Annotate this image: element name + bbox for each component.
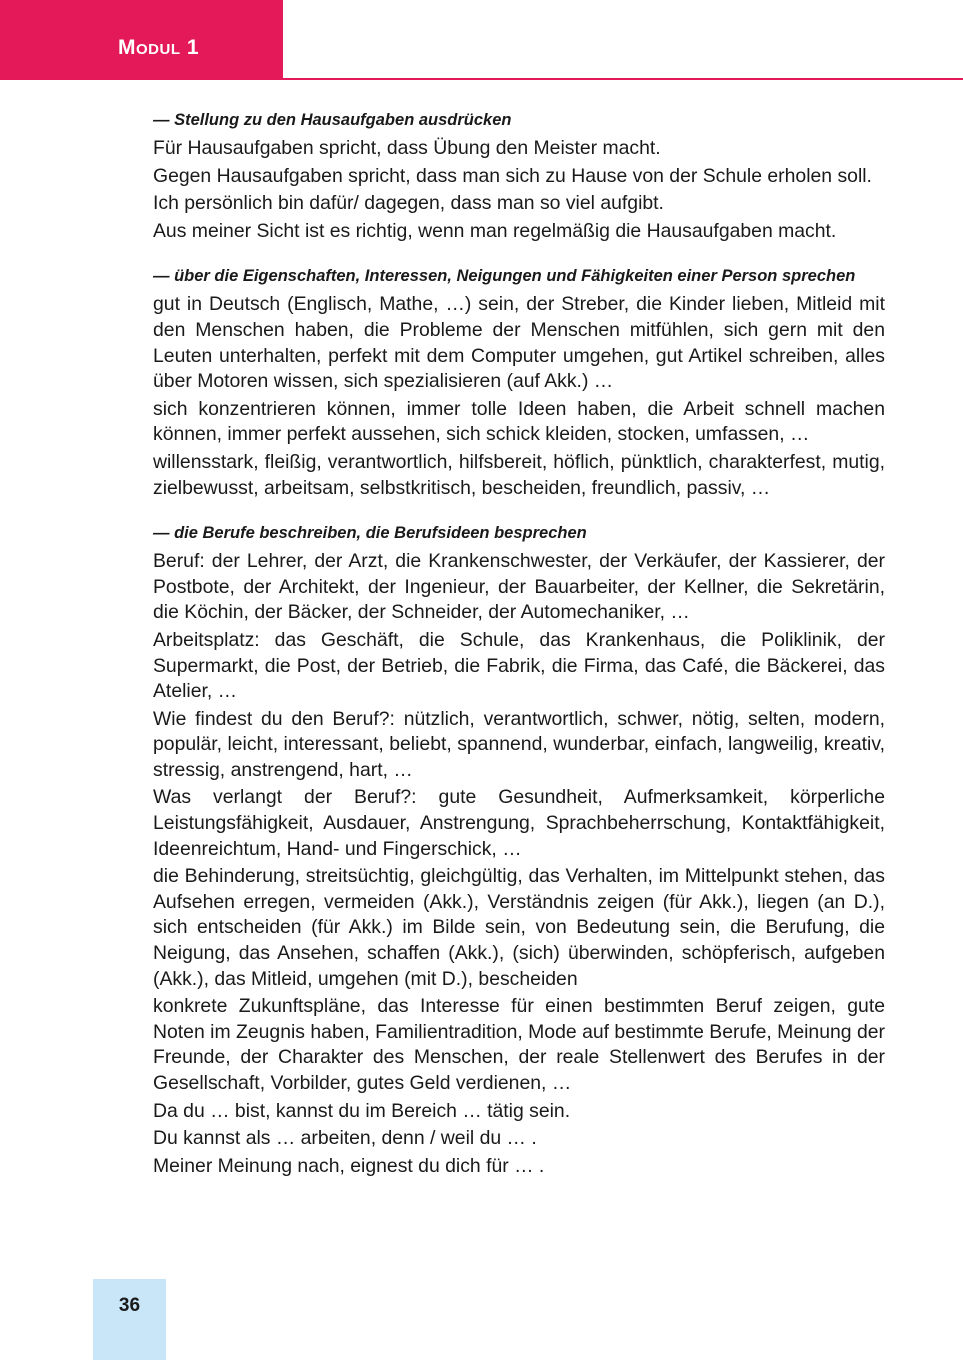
section-professions (153, 522, 885, 1179)
module-header-banner (0, 0, 283, 80)
phrase-paragraph: sich konzentrieren können, immer tolle Ideen haben, die Arbeit schnell machen können, immer perfekt aussehen, sich schick kleiden, stocken, umfassen, … (153, 397, 885, 446)
module-title: Modul 1 (118, 36, 200, 59)
section-person-traits (153, 265, 885, 501)
phrase-paragraph: die Behinderung, streitsüchtig, gleichgültig, das Verhalten, im Mittelpunkt stehen, das Aufsehen erregen, vermeiden (Akk.), Verständnis zeigen (für Akk.), liegen (an D.), sich entscheiden (für Akk.) im Bilde sein, von Bedeutung sein, die Berufung, die Neigung, das Ansehen, schaffen (Akk.), (sich) überwinden, schöpferisch, aufgeben (Akk.), das Mitleid, umgehen (mit D.), bescheiden (153, 865, 885, 990)
phrase-paragraph: Ich persönlich bin dafür/ dagegen, dass man so viel aufgibt. (153, 192, 664, 215)
phrase-paragraph: Für Hausaufgaben spricht, dass Übung den Meister macht. (153, 137, 661, 159)
phrase-paragraph: Wie findest du den Beruf?: nützlich, verantwortlich, schwer, nötig, selten, modern, populär, leicht, interessant, beliebt, spannend, wunderbar, einfach, langweilig, kreativ, stressig, anstrengend, hart, … (153, 707, 885, 781)
header-divider-line (283, 78, 963, 80)
phrase-paragraph: Aus meiner Sicht ist es richtig, wenn man regelmäßig die Hausaufgaben macht. (153, 219, 837, 242)
phrase-paragraph: Du kannst als … arbeiten, denn / weil du … . (153, 1127, 537, 1150)
page-number: 36 (118, 1295, 141, 1316)
section-homework-opinion (153, 109, 885, 244)
phrase-paragraph: Gegen Hausaufgaben spricht, dass man sich zu Hause von der Schule erholen soll. (153, 164, 872, 187)
phrase-paragraph: Meiner Meinung nach, eignest du dich für … . (153, 1154, 545, 1177)
page-number-box (93, 1279, 166, 1360)
phrase-paragraph: konkrete Zukunftspläne, das Interesse für einen bestimmten Beruf zeigen, gute Noten im Zeugnis haben, Familientradition, Mode auf bestimmte Berufe, Meinung der Freunde, der Charakter des Menschen, der reale Stellenwert des Berufes in der Gesellschaft, Vorbilder, gutes Geld verdienen, … (153, 995, 885, 1094)
phrase-paragraph: willensstark, fleißig, verantwortlich, hilfsbereit, höflich, pünktlich, charakterfest, mutig, zielbewusst, arbeitsam, selbstkritisch, bescheiden, freundlich, passiv, … (153, 450, 885, 499)
phrase-paragraph: Beruf: der Lehrer, der Arzt, die Krankenschwester, der Verkäufer, der Kassierer, der Postbote, der Architekt, der Ingenieur, der Bauarbeiter, der Kellner, die Sekretärin, die Köchin, der Bäcker, der Schneider, der Automechaniker, … (153, 550, 885, 624)
phrase-paragraph: gut in Deutsch (Englisch, Mathe, …) sein, der Streber, die Kinder lieben, Mitleid mit den Menschen haben, die Probleme der Menschen mitfühlen, sich gern mit den Leuten unterhalten, perfekt mit dem Computer umgehen, gut Artikel schreiben, alles über Motoren wissen, sich spezialisieren (auf Akk.) … (153, 293, 885, 393)
section-heading: — die Berufe beschreiben, die Berufsideen besprechen (153, 524, 587, 543)
page-content (153, 109, 885, 1181)
section-heading: — Stellung zu den Hausaufgaben ausdrücken (153, 111, 512, 129)
phrase-paragraph: Arbeitsplatz: das Geschäft, die Schule, das Krankenhaus, die Poliklinik, der Supermarkt, die Post, der Betrieb, die Fabrik, die Firma, das Café, die Bäckerei, das Atelier, … (153, 628, 885, 703)
phrase-paragraph: Was verlangt der Beruf?: gute Gesundheit, Aufmerksamkeit, körperliche Leistungsfähigkeit, Ausdauer, Anstrengung, Sprachbeherrschung, Kontaktfähigkeit, Ideenreichtum, Hand- und Fingerschick, … (153, 786, 885, 860)
phrase-paragraph: Da du … bist, kannst du im Bereich … tätig sein. (153, 1099, 571, 1122)
section-heading: — über die Eigenschaften, Interessen, Neigungen und Fähigkeiten einer Person sprechen (153, 267, 856, 286)
